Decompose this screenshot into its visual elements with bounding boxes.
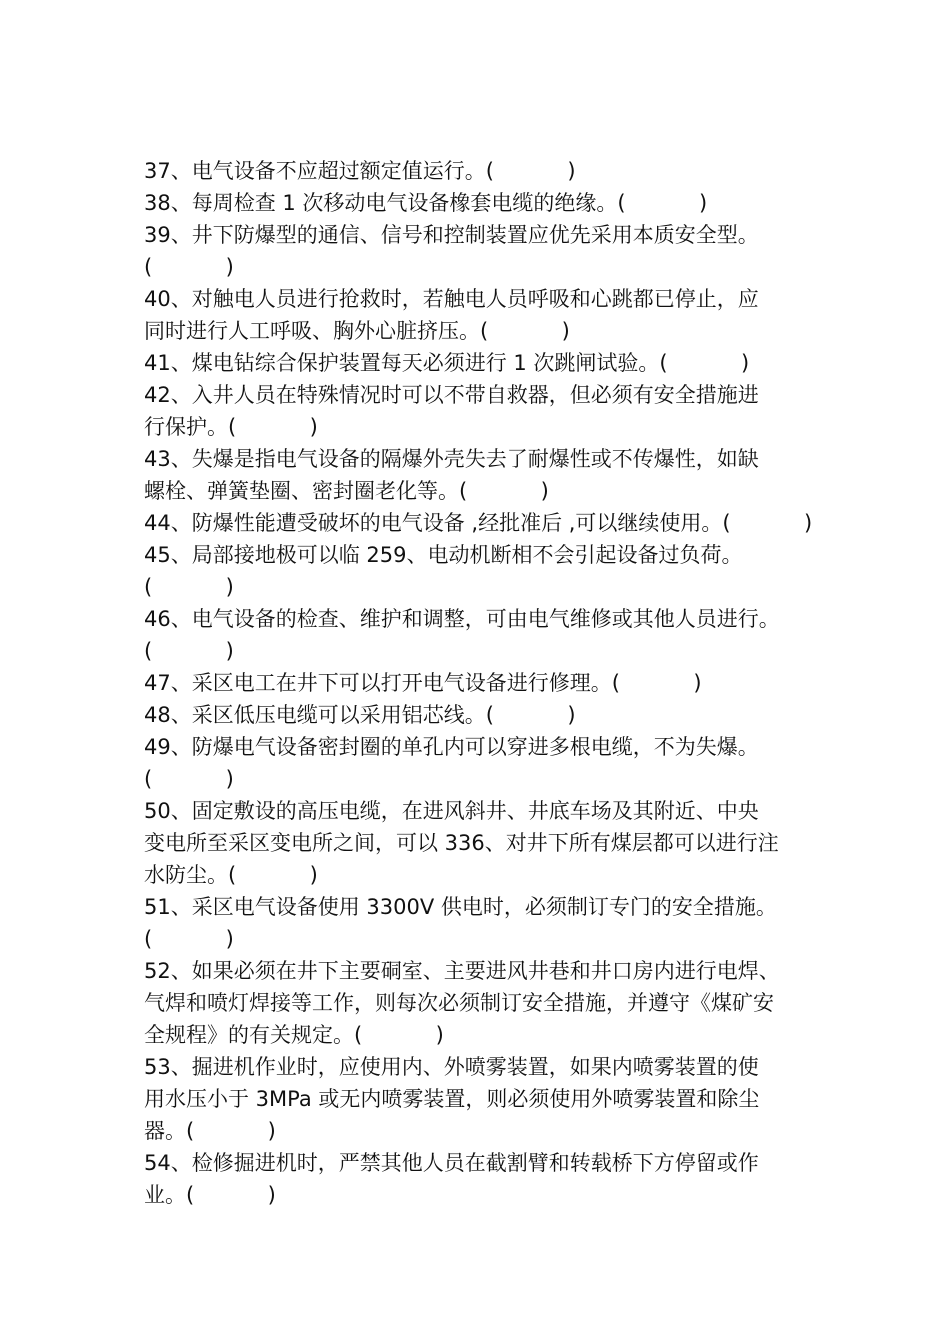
question-46-line-1: 46、电气设备的检查、维护和调整，可由电气维修或其他人员进行。 bbox=[144, 607, 780, 631]
question-50-line-3: 水防尘。( ) bbox=[144, 863, 318, 887]
question-39-line-1: 39、井下防爆型的通信、信号和控制装置应优先采用本质安全型。 bbox=[144, 223, 759, 247]
question-44-line-1: 44、防爆性能遭受破坏的电气设备 ,经批准后 ,可以继续使用。( ) bbox=[144, 511, 813, 535]
question-54-line-1: 54、检修掘进机时，严禁其他人员在截割臂和转载桥下方停留或作 bbox=[144, 1151, 759, 1175]
question-38-line-1: 38、每周检查 1 次移动电气设备橡套电缆的绝缘。( ) bbox=[144, 191, 708, 215]
question-52-line-3: 全规程》的有关规定。( ) bbox=[144, 1023, 444, 1047]
question-list bbox=[144, 155, 824, 1211]
question-48-line-1: 48、采区低压电缆可以采用铝芯线。( ) bbox=[144, 703, 576, 727]
question-47-line-1: 47、采区电工在井下可以打开电气设备进行修理。( ) bbox=[144, 671, 702, 695]
question-41-line-1: 41、煤电钻综合保护装置每天必须进行 1 次跳闸试验。( ) bbox=[144, 351, 750, 375]
question-52-line-2: 气焊和喷灯焊接等工作，则每次必须制订安全措施，并遵守《煤矿安 bbox=[144, 991, 774, 1015]
question-45-line-2: ( ) bbox=[144, 575, 234, 599]
question-51-line-1: 51、采区电气设备使用 3300V 供电时，必须制订专门的安全措施。 bbox=[144, 895, 777, 919]
question-54-line-2: 业。( ) bbox=[144, 1183, 276, 1207]
question-43-line-1: 43、失爆是指电气设备的隔爆外壳失去了耐爆性或不传爆性，如缺 bbox=[144, 447, 759, 471]
question-40-line-2: 同时进行人工呼吸、胸外心脏挤压。( ) bbox=[144, 319, 570, 343]
question-52-line-1: 52、如果必须在井下主要硐室、主要进风井巷和井口房内进行电焊、 bbox=[144, 959, 780, 983]
question-50-line-1: 50、固定敷设的高压电缆，在进风斜井、井底车场及其附近、中央 bbox=[144, 799, 759, 823]
question-49-line-2: ( ) bbox=[144, 767, 234, 791]
question-50-line-2: 变电所至采区变电所之间，可以 336、对井下所有煤层都可以进行注 bbox=[144, 831, 779, 855]
question-43-line-2: 螺栓、弹簧垫圈、密封圈老化等。( ) bbox=[144, 479, 549, 503]
question-42-line-2: 行保护。( ) bbox=[144, 415, 318, 439]
question-49-line-1: 49、防爆电气设备密封圈的单孔内可以穿进多根电缆，不为失爆。 bbox=[144, 735, 759, 759]
question-53-line-3: 器。( ) bbox=[144, 1119, 276, 1143]
question-51-line-2: ( ) bbox=[144, 927, 234, 951]
question-53-line-1: 53、掘进机作业时，应使用内、外喷雾装置，如果内喷雾装置的使 bbox=[144, 1055, 759, 1079]
question-45-line-1: 45、局部接地极可以临 259、电动机断相不会引起设备过负荷。 bbox=[144, 543, 743, 567]
question-37-line-1: 37、电气设备不应超过额定值运行。( ) bbox=[144, 159, 576, 183]
question-42-line-1: 42、入井人员在特殊情况时可以不带自救器，但必须有安全措施进 bbox=[144, 383, 759, 407]
question-53-line-2: 用水压小于 3MPa 或无内喷雾装置，则必须使用外喷雾装置和除尘 bbox=[144, 1087, 760, 1111]
question-39-line-2: ( ) bbox=[144, 255, 234, 279]
question-40-line-1: 40、对触电人员进行抢救时，若触电人员呼吸和心跳都已停止，应 bbox=[144, 287, 759, 311]
question-46-line-2: ( ) bbox=[144, 639, 234, 663]
